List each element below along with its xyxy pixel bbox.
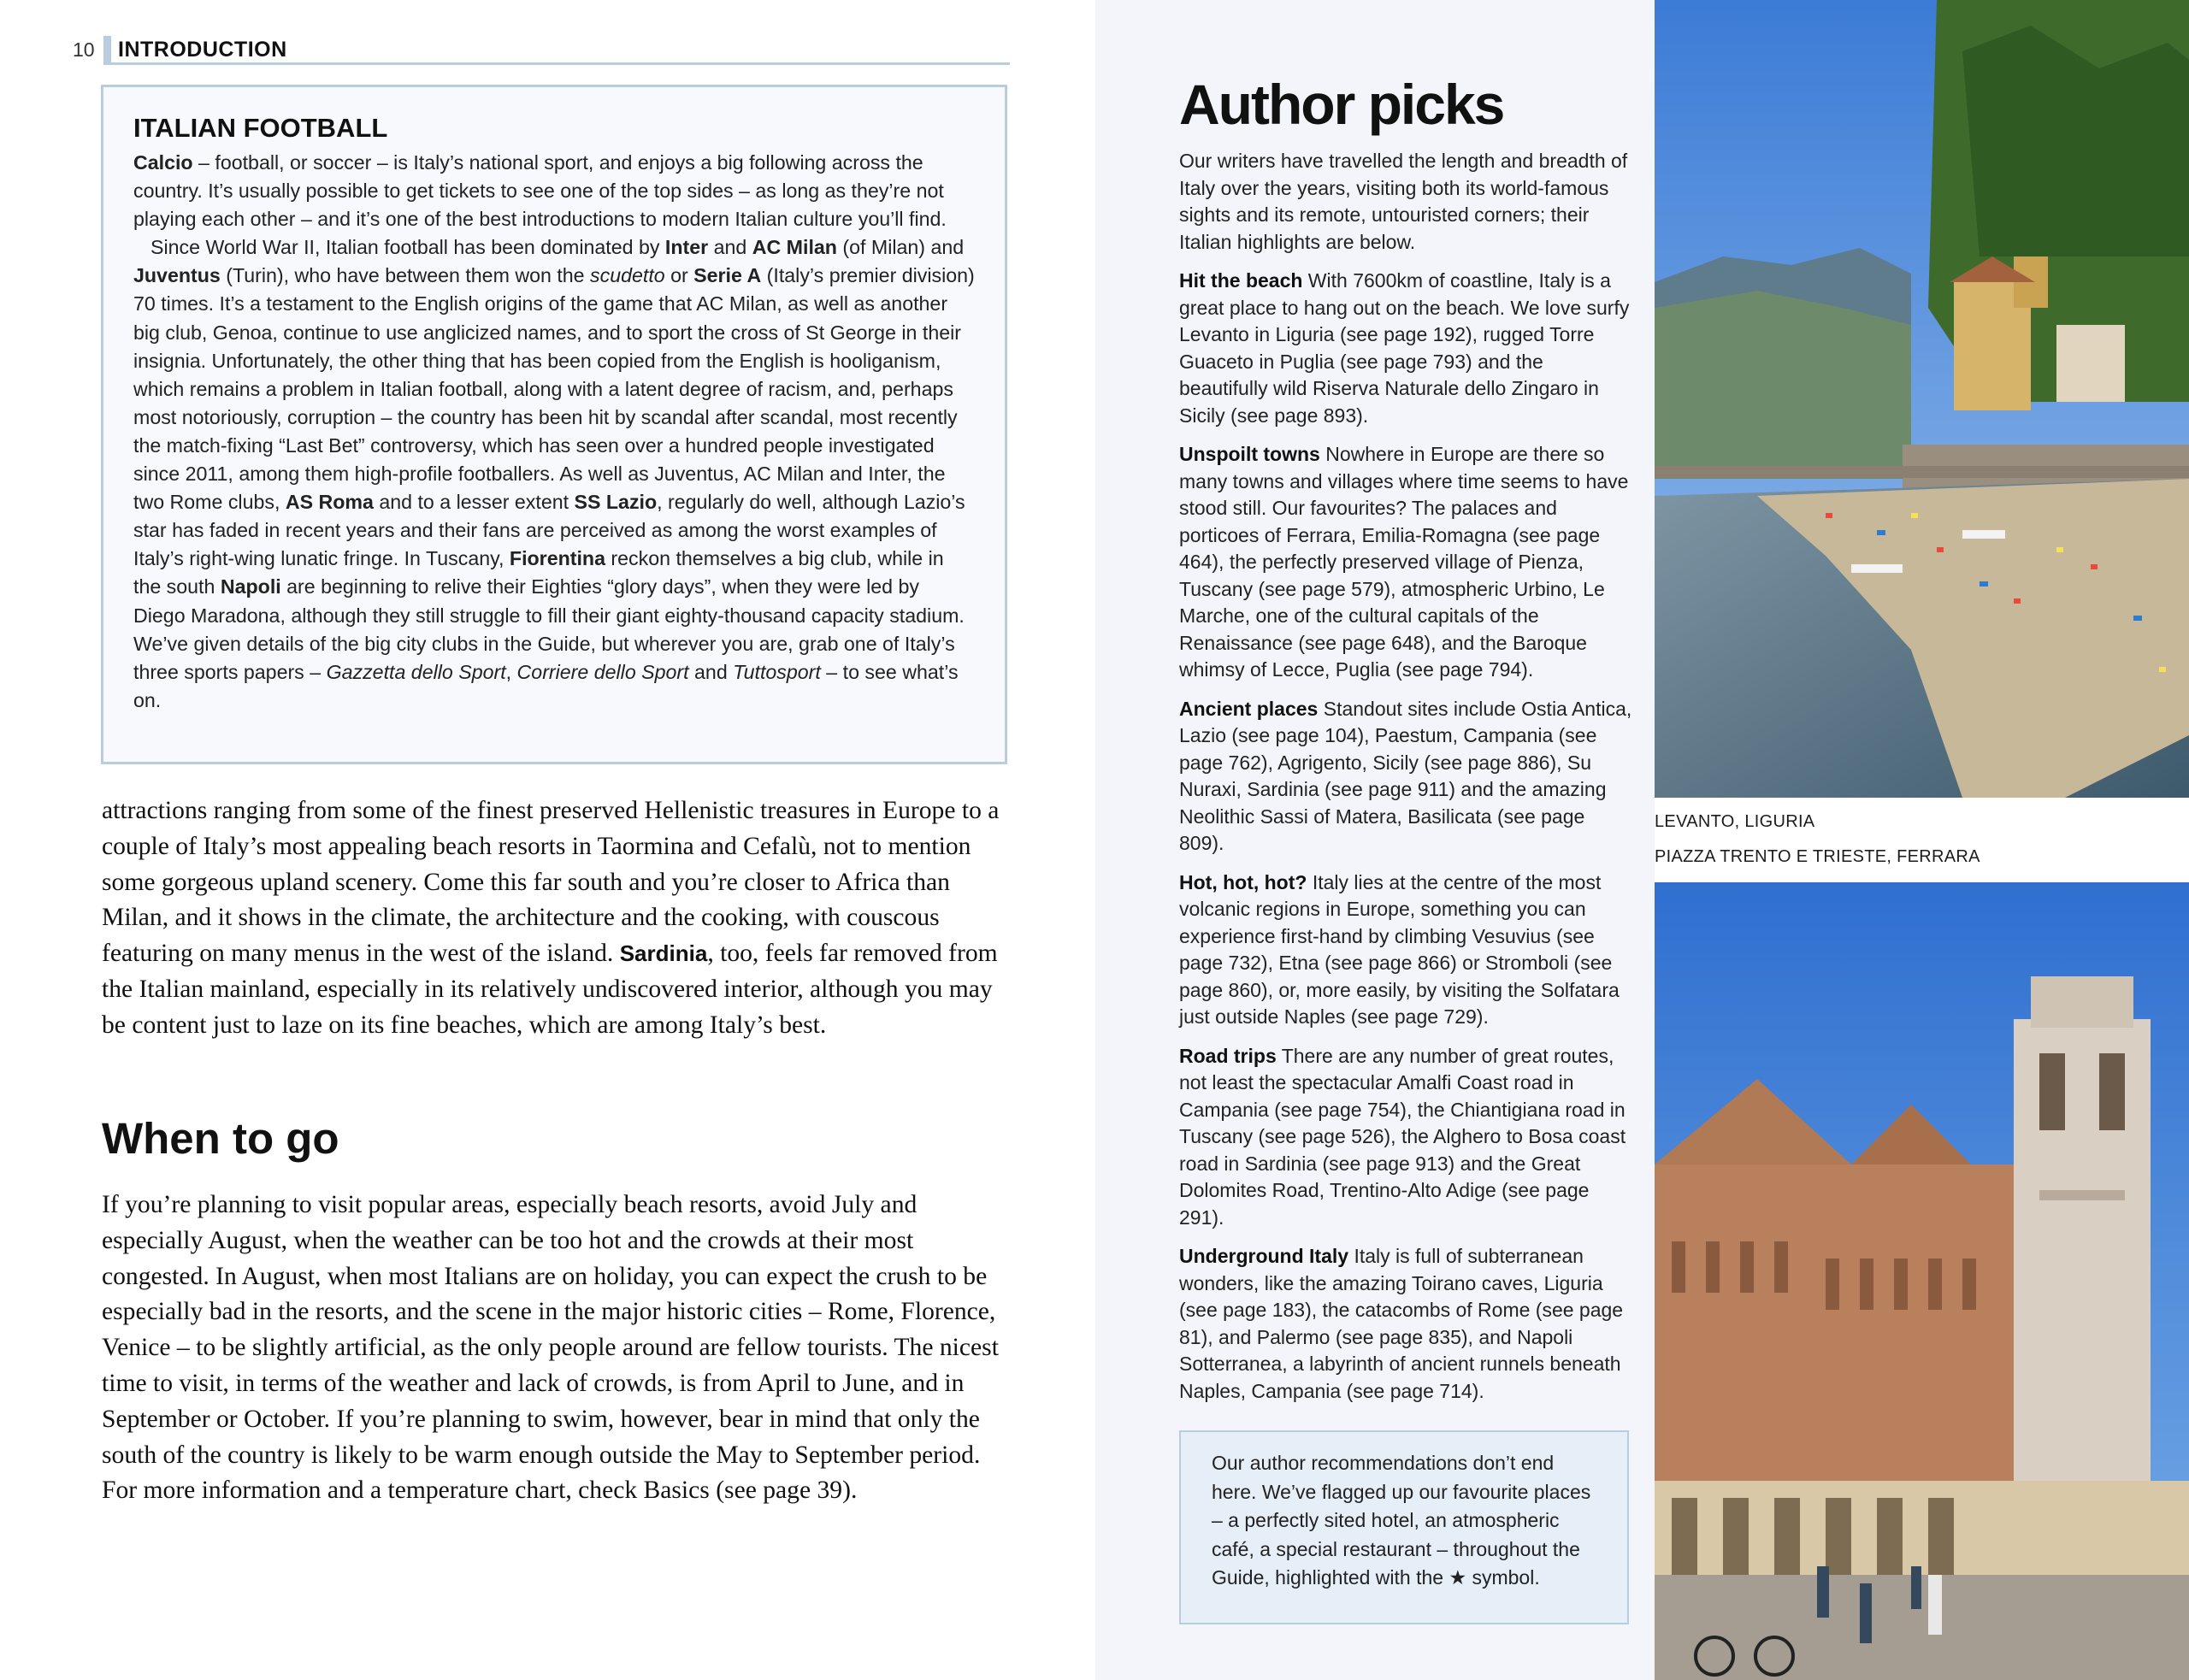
author-picks-title: Author picks — [1179, 73, 1504, 136]
text-run: and — [688, 660, 734, 683]
note-text-after: symbol. — [1466, 1566, 1540, 1589]
box-paragraph-1 — [133, 149, 976, 233]
photo-caption-levanto: LEVANTO, LIGURIA — [1655, 812, 1815, 831]
bold-term: Napoli — [220, 575, 281, 598]
author-pick-text: Nowhere in Europe are there so many towns and villages where time seems to have stood still. Our favourites? The palaces and porticoes of Ferrara, Emilia-Romagna (see page 464), the perfectly preserved village of Pienza, Tuscany (see page 579), atmospheric Urbino, Le Marche, one of the cultural capitals of the Renaissance (see page 648), and the Baroque whimsy of Lecce, Puglia (see page 794). — [1179, 443, 1629, 681]
author-pick-text: There are any number of great routes, not least the spectacular Amalfi Coast road in Campania (see page 754), the Chiantigiana road in Tuscany (see page 526), the Alghero to Bosa coast road in Sardinia (see page 913) and the Great Dolomites Road, Trentino-Alto Adige (see page 291). — [1179, 1044, 1626, 1229]
star-icon: ★ — [1449, 1566, 1467, 1589]
bold-term: SS Lazio — [574, 491, 658, 514]
italic-term: Corriere dello Sport — [516, 660, 689, 683]
text-run: , — [505, 660, 517, 683]
header-accent-bar — [103, 36, 111, 65]
text-run: and — [708, 236, 752, 259]
author-pick-heading: Ancient places — [1179, 697, 1319, 720]
page-number: 10 — [73, 38, 95, 61]
text-run: , regularly do well, although Lazio’s star has faded in recent years and their fans are perceived as among the worst examples of Italy’s right-wing lunatic fringe. In Tuscany, — [133, 491, 965, 570]
author-pick-item — [1179, 268, 1634, 429]
author-pick-heading: Underground Italy — [1179, 1245, 1349, 1268]
box-paragraph-2 — [133, 233, 976, 715]
author-pick-text: Italy lies at the centre of the most volcanic regions in Europe, something you can experience first-hand by climbing Vesuvius (see page 732), Etna (see page 866) or Stromboli (see page 860), or, more easily, by visiting the Solfatara just outside Naples (see page 729). — [1179, 870, 1620, 1029]
photo-ferrara-piazza — [1655, 882, 2189, 1680]
note-text-before: Our author recommendations don’t end here. We’ve flagged up our favourite places – a perfectly sited hotel, an atmospheric café, a special restaurant – throughout the Guide, highlighted with the — [1212, 1452, 1591, 1589]
photo-levanto-beach — [1655, 0, 2189, 798]
author-pick-heading: Hit the beach — [1179, 269, 1303, 292]
text-run: Since World War II, Italian football has been dominated by — [150, 236, 665, 259]
author-pick-text: With 7600km of coastline, Italy is a great place to hang out on the beach. We love surfy Levanto in Liguria (see page 192), rugged Torre Guaceto in Puglia (see page 793) and the beautifully wild Riserva Naturale dello Zingaro in Sicily (see page 893). — [1179, 269, 1630, 427]
bold-term: Serie A — [693, 264, 762, 287]
author-pick-item — [1179, 441, 1634, 684]
running-header — [73, 36, 1010, 65]
section-title: INTRODUCTION — [118, 38, 287, 62]
text-run: , too, feels far removed from the Italian mainland, especially in its relatively undiscovered interior, although you may be content just to laze on its fine beaches, which are among Italy’s best. — [102, 940, 998, 1039]
italian-football-box — [101, 85, 1007, 764]
italic-term: Gazzetta dello Sport — [326, 660, 506, 683]
text-run: or — [664, 264, 694, 287]
author-pick-item — [1179, 1243, 1634, 1405]
author-pick-heading: Hot, hot, hot? — [1179, 870, 1307, 893]
body-paragraph-2 — [102, 1188, 1010, 1509]
author-pick-item — [1179, 696, 1634, 858]
bold-term: Juventus — [133, 264, 221, 287]
text-run: If you’re planning to visit popular areas, especially beach resorts, avoid July and especially August, when the weather can be too hot and the crowds at their most congested. In August, when most Italians are on holiday, you can expect the crush to be especially bad in the resorts, and the scene in the major historic cities – Rome, Florence, Venice – to be slightly artificial, as the only people around are fellow tourists. The nicest time to visit, in terms of the weather and lack of crowds, is from April to June, and in September or October. If you’re planning to swim, however, bear in mind that only the south of the country is likely to be warm enough outside the May to September period. For more information and a temperature chart, check Basics (see page 39). — [102, 1191, 999, 1505]
author-picks-intro: Our writers have travelled the length and breadth of Italy over the years, visiting both its world-famous sights and its remote, untouristed corners; their Italian highlights are below. — [1179, 150, 1628, 253]
text-run: – football, or soccer – is Italy’s national sport, and enjoys a big following across the country. It’s usually possible to get tickets to see one of the top sides – as long as they’re not playing each other – and it’s one of the best introductions to modern Italian culture you’ll find. — [133, 151, 947, 231]
author-pick-text: Standout sites include Ostia Antica, Lazio (see page 104), Paestum, Campania (see page 762), Agrigento, Sicily (see page 886), Su Nuraxi, Sardinia (see page 911) and the amazing Neolithic Sassi of Matera, Basilicata (see page 809). — [1179, 697, 1632, 855]
text-run: and to a lesser extent — [373, 491, 575, 514]
photo-caption-ferrara: PIAZZA TRENTO E TRIESTE, FERRARA — [1655, 847, 1980, 866]
bold-term: AS Roma — [285, 491, 374, 514]
author-picks-list — [1179, 268, 1634, 1405]
box-title: ITALIAN FOOTBALL — [133, 113, 388, 143]
author-recommendations-note — [1179, 1430, 1629, 1624]
author-pick-heading: Unspoilt towns — [1179, 443, 1320, 466]
when-to-go-heading: When to go — [102, 1114, 339, 1163]
header-rule — [103, 62, 1010, 65]
bold-term: AC Milan — [752, 236, 837, 259]
text-run: (of Milan) and — [836, 236, 965, 259]
bold-term: Inter — [664, 236, 709, 259]
author-pick-text: Italy is full of subterranean wonders, like the amazing Toirano caves, Liguria (see page 183), the catacombs of Rome (see page 81), and Palermo (see page 835), and Napoli Sotterranea, a labyrinth of ancient runnels beneath Naples, Campania (see page 714). — [1179, 1245, 1624, 1402]
bold-term: Sardinia — [619, 940, 708, 967]
text-run: reckon themselves a big club, while in the south — [133, 547, 944, 598]
author-picks — [1179, 75, 1634, 1417]
text-run: (Italy’s premier division) 70 times. It’s a testament to the English origins of the game that AC Milan, as well as another big club, Genoa, continue to use anglicized names, and to sport the cross of St George in their insignia. Unfortunately, the other thing that has been copied from the English is hooliganism, which remains a problem in Italian football, along with a latent degree of racism, and, perhaps most notoriously, corruption – the country has been hit by scandal after scandal, most recently the match-fixing “Last Bet” controversy, which has seen over a hundred people investigated since 2011, among them high-profile footballers. As well as Juventus, AC Milan and Inter, the two Rome clubs, — [133, 264, 975, 514]
body-paragraph-1 — [102, 793, 1010, 1044]
author-pick-heading: Road trips — [1179, 1044, 1277, 1067]
italic-term: scudetto — [590, 264, 665, 287]
author-pick-item — [1179, 1043, 1634, 1232]
text-run: are beginning to relive their Eighties “glory days”, when they were led by Diego Maradona, although they still struggle to fill their giant eighty-thousand capacity stadium. We’ve given details of the big city clubs in the Guide, but wherever you are, grab one of Italy’s three sports papers – — [133, 575, 965, 683]
text-run: (Turin), who have between them won the — [220, 264, 590, 287]
bold-term: Fiorentina — [509, 547, 605, 570]
bold-term: Calcio — [133, 151, 193, 174]
text-run: – to see what’s on. — [133, 660, 959, 711]
text-run: attractions ranging from some of the finest preserved Hellenistic treasures in Europe to a couple of Italy’s most appealing beach resorts in Taormina and Cefalù, not to mention some gorgeous upland scenery. Come this far south and you’re closer to Africa than Milan, and it shows in the climate, the architecture and the cooking, with couscous featuring on many menus in the west of the island. — [102, 797, 1000, 968]
author-pick-item — [1179, 869, 1634, 1031]
italic-term: Tuttosport — [733, 660, 821, 683]
